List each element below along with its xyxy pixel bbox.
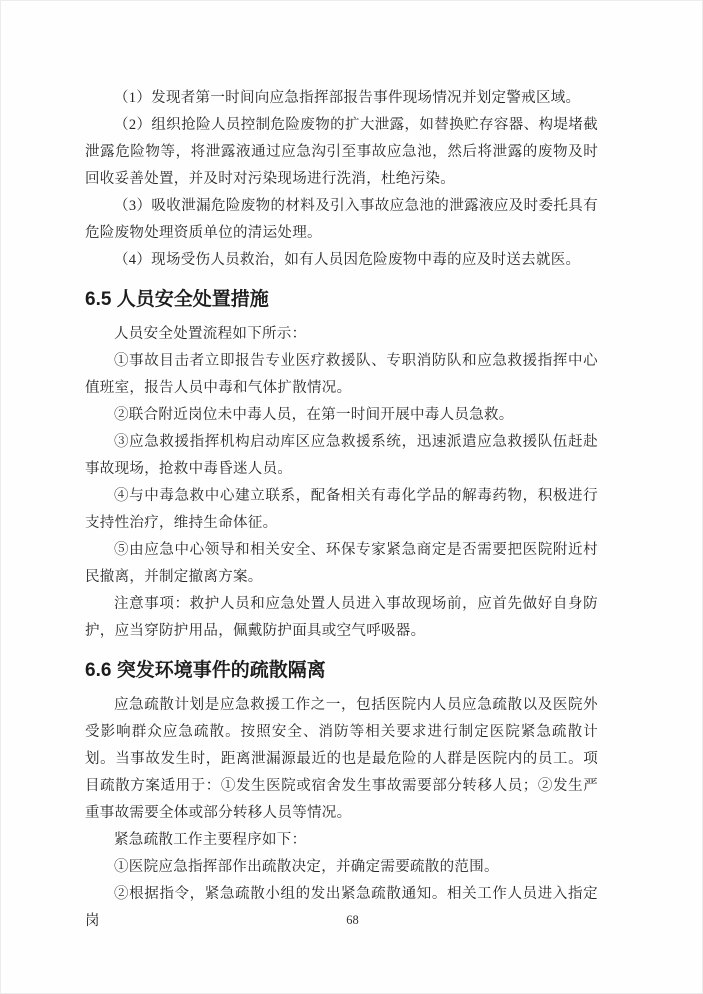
paragraph-procedure-step-2: ②根据指令，紧急疏散小组的发出紧急疏散通知。相关工作人员进入指定岗 <box>85 886 598 929</box>
paragraph-precautions: 注意事项：救护人员和应急处置人员进入事故现场前，应首先做好自身防护，应当穿防护用品，佩戴防护面具或空气呼吸器。 <box>85 596 598 639</box>
paragraph-step-3-dispatch: ③应急救援指挥机构启动库区应急救援系统，迅速派遣应急救援队伍赶赴事故现场，抢救中毒昏迷人员。 <box>85 434 598 477</box>
paragraph-emergency-report: （1）发现者第一时间向应急指挥部报告事件现场情况并划定警戒区域。 <box>114 90 581 106</box>
paragraph-absorb-material: （3）吸收泄漏危险废物的材料及引入事故应急池的泄露液应及时委托具有危险废物处理资质单位的清运处理。 <box>85 198 598 241</box>
section-heading-6-5: 6.5 人员安全处置措施 <box>85 289 269 310</box>
paragraph-step-4-antidote: ④与中毒急救中心建立联系，配备相关有毒化学品的解毒药物，积极进行支持性治疗，维持生命体征。 <box>85 488 598 531</box>
paragraph-step-1-report: ①事故目击者立即报告专业医疗救援队、专职消防队和应急救援指挥中心值班室，报告人员中毒和气体扩散情况。 <box>85 353 598 396</box>
paragraph-procedure-step-1: ①医院应急指挥部作出疏散决定，并确定需要疏散的范围。 <box>114 859 499 875</box>
paragraph-step-5-evacuate-plan: ⑤由应急中心领导和相关安全、环保专家紧急商定是否需要把医院附近村民撤离，并制定撤离方案。 <box>85 542 598 585</box>
paragraph-procedure-intro: 紧急疏散工作主要程序如下： <box>114 832 307 848</box>
section-heading-6-6: 6.6 突发环境事件的疏散隔离 <box>85 660 326 681</box>
paragraph-injured-rescue: （4）现场受伤人员救治，如有人员因危险废物中毒的应及时送去就医。 <box>114 252 581 268</box>
paragraph-leak-control: （2）组织抢险人员控制危险废物的扩大泄露，如替换贮存容器、构堤堵截泄露危险物等，将泄露液通过应急沟引至事故应急池，然后将泄露的废物及时回收妥善处置，并及时对污染现场进行洗消，杜绝污染。 <box>85 117 598 187</box>
paragraph-flow-intro: 人员安全处置流程如下所示： <box>114 326 307 342</box>
paragraph-evacuation-overview: 应急疏散计划是应急救援工作之一，包括医院内人员应急疏散以及医院外受影响群众应急疏散。按照安全、消防等相关要求进行制定医院紧急疏散计划。当事故发生时，距离泄漏源最近的也是最危险的人群是医院内的员工。项目疏散方案适用于：①发生医院或宿舍发生事故需要部分转移人员；②发生严重事故需要全体或部分转移人员等情况。 <box>85 697 598 821</box>
page-number: 68 <box>346 913 359 927</box>
paragraph-step-2-first-aid: ②联合附近岗位未中毒人员，在第一时间开展中毒人员急救。 <box>114 407 514 423</box>
